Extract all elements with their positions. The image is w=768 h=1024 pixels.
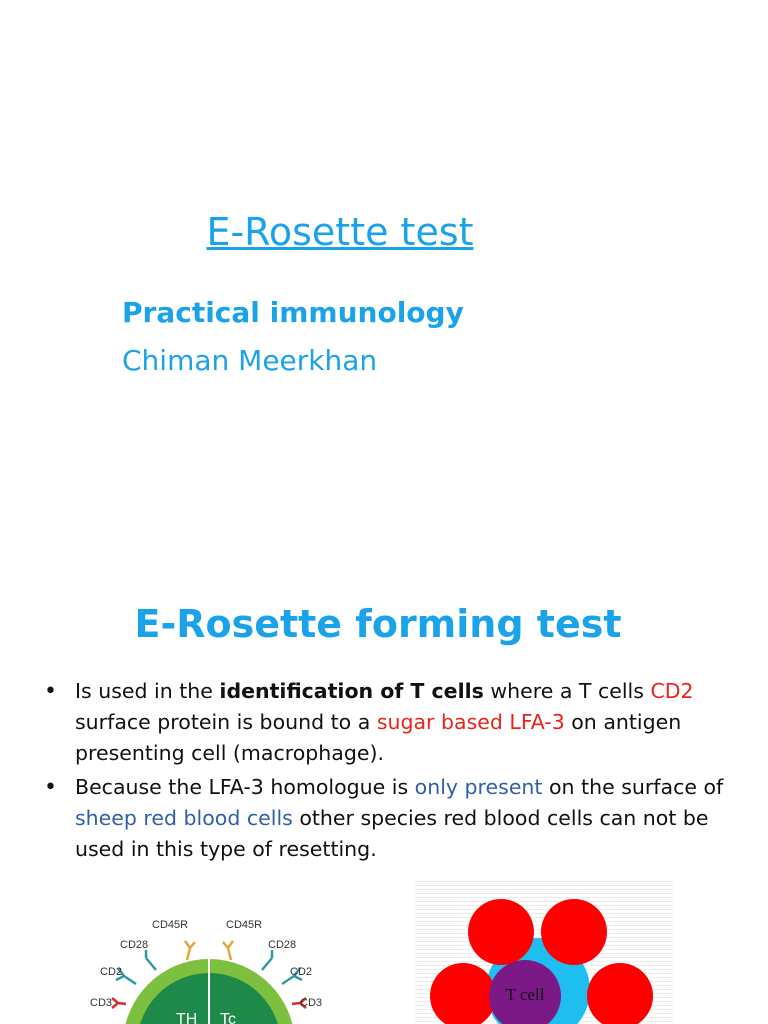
red-blood-cell: [541, 899, 607, 965]
label-cd2-left: CD2: [100, 966, 123, 978]
bullet-highlight-blue: sheep red blood cells: [75, 806, 293, 830]
label-tc: Tc: [220, 1011, 236, 1024]
bullet-text: Because the LFA-3 homologue is: [75, 775, 415, 799]
e-rosette-figure: [415, 878, 673, 1024]
label-cd3-left: CD3: [90, 997, 113, 1009]
bullet-list: [44, 676, 744, 865]
bullet-text: surface protein is bound to a: [75, 710, 377, 734]
bullet-highlight-red: sugar based LFA-3: [376, 710, 565, 734]
bullet-text: on the surface of: [542, 775, 724, 799]
label-cd2-right: CD2: [290, 966, 313, 978]
cd28-receptor-icon: [146, 950, 156, 970]
label-cd28-left: CD28: [120, 939, 149, 951]
author-name: Chiman Meerkhan: [122, 344, 378, 377]
bullet-highlight-red: CD2: [650, 679, 694, 703]
label-th: TH: [176, 1011, 198, 1024]
label-cd3-right: CD3: [300, 997, 323, 1009]
bullet-item: [44, 676, 744, 769]
label-cd45r-right: CD45R: [226, 919, 263, 931]
t-cell-markers-figure: [80, 900, 342, 1024]
bullet-text: other species red blood cells can not be used in this type of resetting.: [75, 806, 709, 861]
slide-subtitle: Practical immunology: [122, 296, 464, 329]
red-blood-cell: [468, 899, 534, 965]
bullet-dot: •: [44, 679, 57, 704]
label-cd45r-left: CD45R: [152, 919, 189, 931]
bullet-item: [44, 772, 744, 865]
bullet-emphasis: identification of T cells: [219, 679, 484, 703]
section-title: E-Rosette forming test: [134, 602, 622, 646]
cd28-receptor-icon: [262, 950, 272, 970]
bullet-dot: •: [44, 775, 57, 800]
bullet-text: on antigen presenting cell (macrophage).: [75, 710, 682, 765]
t-cell-markers-svg: [80, 900, 342, 1024]
cd3-receptor-icon: [112, 998, 126, 1008]
e-rosette-svg: [415, 878, 673, 1024]
cd45r-receptor-icon: [185, 941, 195, 960]
t-cell-label: T cell: [505, 985, 545, 1004]
bullet-highlight-blue: only present: [414, 775, 543, 799]
bullet-text: Is used in the: [75, 679, 220, 703]
slide-title: E-Rosette test: [206, 210, 474, 254]
bullet-text: where a T cells: [483, 679, 651, 703]
cd45r-receptor-icon: [223, 941, 233, 960]
label-cd28-right: CD28: [268, 939, 297, 951]
